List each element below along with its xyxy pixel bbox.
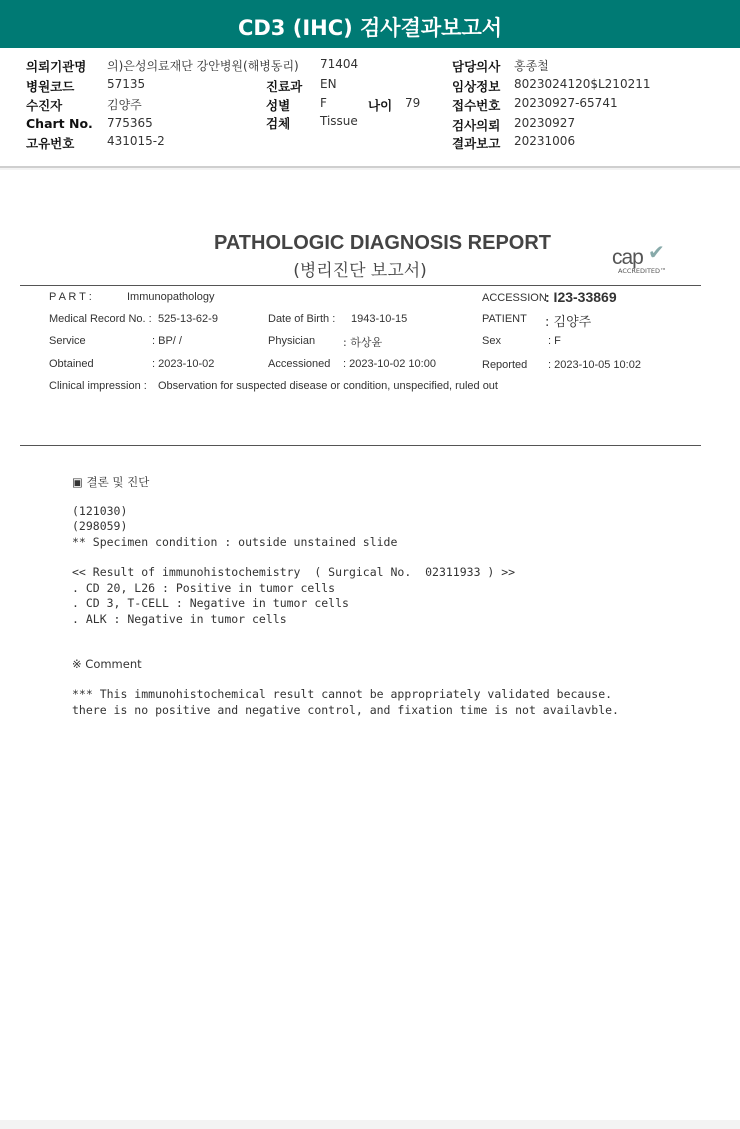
diagnosis-line: << Result of immunohistochemistry ( Surgical No. 02311933 ) >> [72, 565, 516, 579]
specimen-value: Tissue [320, 114, 358, 128]
reported-label: Reported [482, 359, 528, 371]
dob-label: Date of Birth : [268, 313, 336, 325]
result-label: 결과보고 [452, 136, 501, 151]
diagnosis-line: . CD 20, L26 : Positive in tumor cells [72, 581, 336, 595]
diagnosis-line: . CD 3, T-CELL : Negative in tumor cells [72, 596, 349, 610]
result-value: 20231006 [514, 134, 576, 148]
sex-value-en: : F [548, 335, 561, 347]
age-label: 나이 [368, 98, 393, 113]
diagnosis-line: (121030) [72, 504, 128, 518]
report-title: CD3 (IHC) 검사결과보고서 [237, 16, 503, 40]
reported-value: : 2023-10-05 10:02 [548, 359, 641, 371]
clinical-label: 임상정보 [452, 79, 501, 94]
obtained-value: : 2023-10-02 [152, 358, 215, 370]
report-title-bar [0, 0, 740, 48]
diagnosis-line: . ALK : Negative in tumor cells [72, 612, 287, 626]
request-value: 20230927 [514, 116, 576, 130]
clinical-value: 8023024120$L210211 [514, 77, 651, 91]
physician-label: Physician [268, 335, 316, 347]
part-label: P A R T : [49, 291, 92, 303]
age-value: 79 [405, 96, 421, 110]
mrn-label: Medical Record No. : [49, 313, 152, 325]
cap-logo-text: cap [612, 246, 643, 269]
patient-label-en: PATIENT [482, 313, 527, 325]
comment-line: *** This immunohistochemical result cannot be appropriately validated because. [72, 687, 613, 701]
cap-accredited-text: ACCREDITED™ [618, 267, 667, 275]
dept-value: EN [320, 77, 337, 91]
accessioned-value: : 2023-10-02 10:00 [343, 358, 436, 370]
patient-label: 수진자 [26, 98, 63, 113]
service-label: Service [49, 335, 86, 347]
checkmark-icon: ✔ [648, 240, 665, 264]
comment-heading: ※ Comment [72, 657, 142, 671]
unique-label: 고유번호 [26, 136, 75, 151]
sex-value: F [320, 96, 327, 110]
physician-value: : 하상윤 [343, 336, 383, 349]
report-subheading: (병리진단 보고서) [293, 261, 427, 281]
patient-value-en: : 김양주 [545, 315, 592, 330]
accession-value: : I23-33869 [545, 289, 617, 305]
chart-label: Chart No. [26, 116, 93, 131]
institution-label: 의뢰기관명 [26, 59, 87, 74]
unique-value: 431015-2 [107, 134, 165, 148]
request-label: 검사의뢰 [452, 118, 501, 133]
specimen-label: 검체 [266, 116, 291, 131]
dept-label: 진료과 [266, 79, 303, 94]
info-panel [0, 48, 740, 168]
service-value: : BP/ / [152, 335, 182, 347]
clinical-impression-label: Clinical impression : [49, 380, 147, 392]
clinical-impression-value: Observation for suspected disease or condition, unspecified, ruled out [158, 380, 498, 392]
patient-value: 김양주 [107, 98, 142, 112]
ward-number: 71404 [320, 57, 359, 71]
accessioned-label: Accessioned [268, 358, 331, 370]
diagnosis-line: ** Specimen condition : outside unstained slide [72, 535, 398, 549]
sex-label: 성별 [266, 98, 291, 113]
doctor-value: 홍종철 [514, 59, 549, 73]
pathology-report [0, 170, 740, 1120]
report-heading: PATHOLOGIC DIAGNOSIS REPORT [213, 232, 552, 254]
dob-value: 1943-10-15 [351, 313, 408, 325]
receipt-value: 20230927-65741 [514, 96, 618, 110]
part-value: Immunopathology [127, 291, 215, 303]
code-value: 57135 [107, 77, 146, 91]
diagnosis-heading: ▣ 결론 및 진단 [72, 475, 150, 489]
receipt-label: 접수번호 [452, 98, 501, 113]
cap-accredited-logo [612, 242, 682, 278]
obtained-label: Obtained [49, 358, 94, 370]
divider-top [20, 285, 701, 286]
doctor-label: 담당의사 [452, 59, 501, 74]
diagnosis-line: (298059) [72, 519, 128, 533]
accession-label: ACCESSION [482, 292, 547, 304]
comment-line: there is no positive and negative control, and fixation time is not availavble. [72, 703, 619, 717]
chart-value: 775365 [107, 116, 153, 130]
sex-label-en: Sex [482, 335, 501, 347]
mrn-value: 525-13-62-9 [158, 313, 218, 325]
divider-bottom [20, 445, 701, 446]
code-label: 병원코드 [26, 79, 75, 94]
institution-value: 의)은성의료재단 강안병원(해병동리) [107, 59, 299, 73]
